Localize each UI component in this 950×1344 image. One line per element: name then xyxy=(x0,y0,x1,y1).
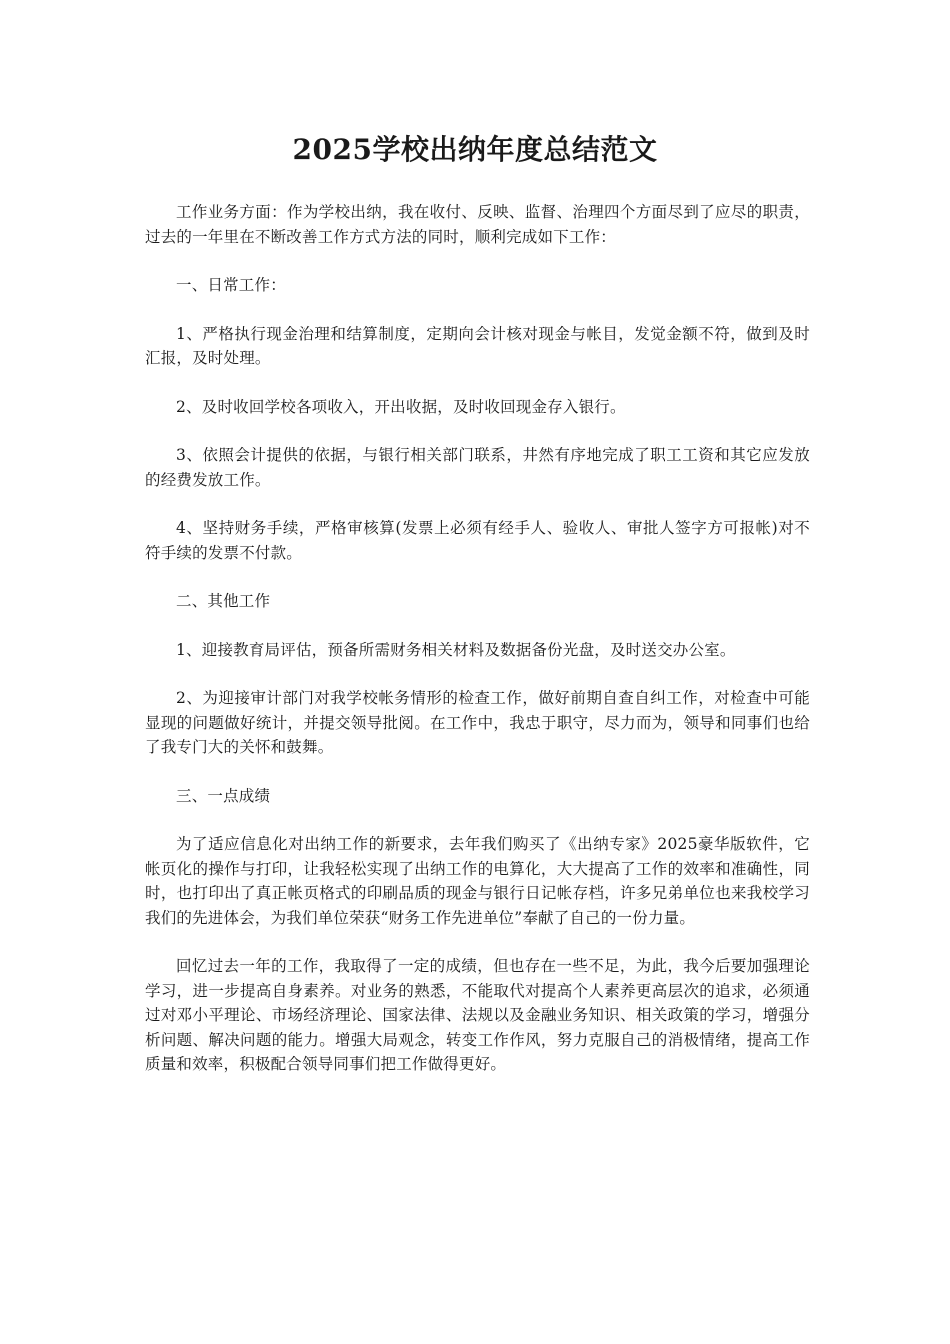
paragraph-conclusion: 回忆过去一年的工作，我取得了一定的成绩，但也存在一些不足，为此，我今后要加强理论学习，进一步提高自身素养。对业务的熟悉，不能取代对提高个人素养更高层次的追求，必须通过对邓小平理论、市场经济理论、国家法律、法规以及金融业务知识、相关政策的学习，增强分析问题、解决问题的能力。增强大局观念，转变工作作风，努力克服自己的消极情绪，提高工作质量和效率，积极配合领导同事们把工作做得更好。 xyxy=(145,957,810,1073)
section-heading-daily-work: 一、日常工作： xyxy=(176,276,286,294)
paragraph-daily-4: 4、坚持财务手续，严格审核算(发票上必须有经手人、验收人、审批人签字方可报帐)对不符手续的发票不付款。 xyxy=(145,519,810,562)
document-body xyxy=(145,200,810,1101)
paragraph-daily-2: 2、及时收回学校各项收入，开出收据，及时收回现金存入银行。 xyxy=(176,397,626,416)
section-heading-achievements: 三、一点成绩 xyxy=(176,786,271,805)
paragraph-other-2: 2、为迎接审计部门对我学校帐务情形的检查工作，做好前期自查自纠工作，对检查中可能显现的问题做好统计，并提交领导批阅。在工作中，我忠于职守，尽力而为，领导和同事们也给了我专门大的关怀和鼓舞。 xyxy=(145,689,810,756)
paragraph-other-1: 1、迎接教育局评估，预备所需财务相关材料及数据备份光盘，及时送交办公室。 xyxy=(176,640,736,659)
paragraph-intro: 工作业务方面：作为学校出纳，我在收付、反映、监督、治理四个方面尽到了应尽的职责，过去的一年里在不断改善工作方式方法的同时，顺利完成如下工作： xyxy=(145,203,810,246)
section-heading-other-work: 二、其他工作 xyxy=(176,592,271,610)
paragraph-achievements: 为了适应信息化对出纳工作的新要求，去年我们购买了《出纳专家》2025豪华版软件，它帐页化的操作与打印，让我轻松实现了出纳工作的电算化，大大提高了工作的效率和准确性，同时，也打印出了真正帐页格式的印刷品质的现金与银行日记帐存档，许多兄弟单位也来我校学习我们的先进体会，为我们单位荣获“财务工作先进单位”奉献了自己的一份力量。 xyxy=(145,835,810,927)
paragraph-daily-3: 3、依照会计提供的依据，与银行相关部门联系，井然有序地完成了职工工资和其它应发放的经费发放工作。 xyxy=(145,446,810,489)
paragraph-daily-1: 1、严格执行现金治理和结算制度，定期向会计核对现金与帐目，发觉金额不符，做到及时汇报，及时处理。 xyxy=(145,324,810,367)
document-title: 2025学校出纳年度总结范文 xyxy=(292,133,658,166)
